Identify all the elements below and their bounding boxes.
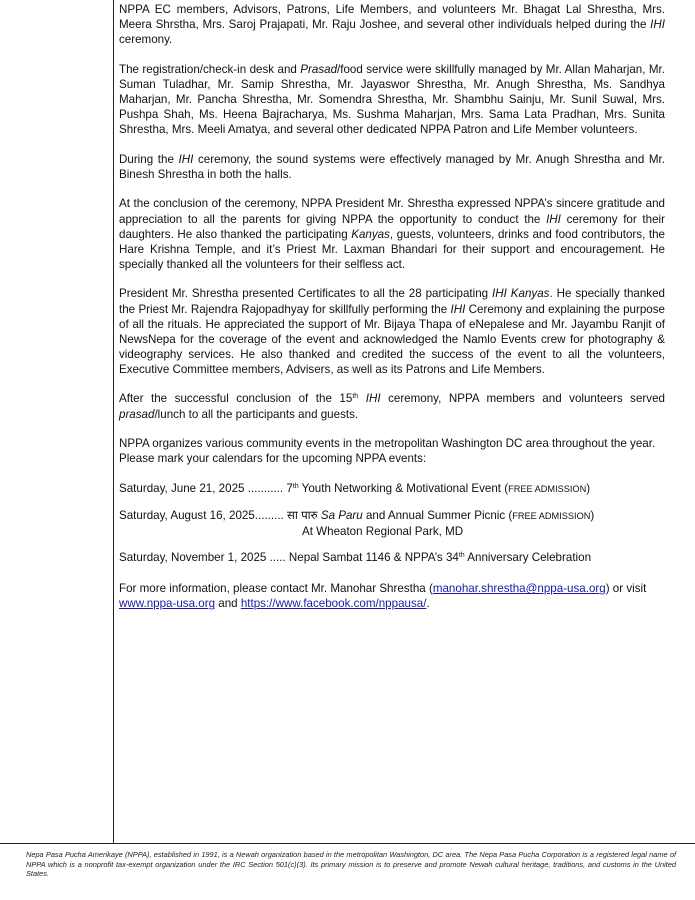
email-link[interactable]: manohar.shrestha@nppa-usa.org: [432, 582, 606, 596]
paragraph-registration-desk: The registration/check-in desk and Prasad/food service were skillfully managed by Mr. Allan Maharjan, Mr. Suman Tuladhar, Mr. Samip Shrestha, Mr. Jayaswor Shrestha, Mr. Anugh Shrestha, Ms. Sandhya Maharjan, Mr. Pancha Shrestha, Mr. Somendra Shrestha, Mr. Shambhu Sainju, Mr. Sunil Suwal, Mrs. Pushpa Shah, Ms. Heena Bajracharya, Ms. Sushma Maharjan, Mrs. Sama Lata Pradhan, Mrs. Sunita Shrestha, Mrs. Meeli Amatya, and several other dedicated NPPA Patron and Life Member volunteers.: [119, 62, 665, 137]
footer-note: Nepa Pasa Pucha Amerikaye (NPPA), established in 1991, is a Newah organization based in the metropolitan Washington, DC area. The Nepa Pasa Pucha Corporation is a registered legal name of NPPA which is a nonprofit tax-exempt organization under the IRC Section 501(c)(3). Its primary mission is to preserve and promote Newah cultural heritage, traditions, and customs in the United States.: [26, 850, 676, 879]
paragraph-volunteers-helpers: NPPA EC members, Advisors, Patrons, Life Members, and volunteers Mr. Bhagat Lal Shrestha, Mrs. Meera Shrstha, Mrs. Saroj Prajapati, Mr. Raju Joshee, and several other individuals helped during the IHI ceremony.: [119, 3, 665, 47]
left-margin-rule: [113, 0, 114, 843]
event-youth-networking: Saturday, June 21, 2025 ........... 7th Youth Networking & Motivational Event (FREE ADMISSION): [119, 481, 591, 495]
paragraph-sound-systems: During the IHI ceremony, the sound systems were effectively managed by Mr. Anugh Shrestha and Mr. Binesh Shrestha in both the halls.: [119, 152, 665, 181]
paragraph-conclusion-lunch: After the successful conclusion of the 15th IHI ceremony, NPPA members and volunteers served prasad/lunch to all the participants and guests.: [119, 392, 665, 421]
facebook-link[interactable]: https://www.facebook.com/nppausa/: [240, 597, 427, 611]
paragraph-upcoming-events-intro: NPPA organizes various community events in the metropolitan Washington DC area throughout the year. Please mark your calendars for the upcoming NPPA events:: [119, 437, 656, 466]
footer-divider: [0, 843, 695, 844]
event-location: At Wheaton Regional Park, MD: [302, 525, 464, 539]
document-body: [119, 2, 665, 626]
website-link[interactable]: www.nppa-usa.org: [119, 597, 216, 611]
paragraph-president-gratitude: At the conclusion of the ceremony, NPPA President Mr. Shrestha expressed NPPA’s sincere gratitude and appreciation to all the parents for giving NPPA the opportunity to conduct the IHI ceremony for their daughters. He also thanked the participating Kanyas, guests, volunteers, drinks and food contributors, the Hare Krishna Temple, and it’s Priest Mr. Laxman Bhandari for their support and encouragement. He specially thanked all the volunteers for their selfless act.: [119, 197, 666, 271]
paragraph-certificates: President Mr. Shrestha presented Certificates to all the 28 participating IHI Kanyas. He specially thanked the Priest Mr. Rajendra Rajopadhyay for skillfully performing the IHI Ceremony and explaining the purpose of all the rituals. He appreciated the support of Mr. Bijaya Thapa of eNepalese and Mr. Jayambu Ranjit of NewsNepa for the coverage of the event and acknowledged the Namlo Events crew for photography & videography services. He also thanked and credited the success of the event to all the volunteers, Executive Committee members, Advisers, as well as its Patrons and Life Members.: [119, 287, 665, 376]
event-anniversary-celebration: Saturday, November 1, 2025 ..... Nepal Sambat 1146 & NPPA’s 34th Anniversary Celebration: [119, 551, 592, 565]
event-summer-picnic: Saturday, August 16, 2025......... सा पारु Sa Paru and Annual Summer Picnic (FREE ADMISSION) At Wheaton Regional Park, MD: [119, 508, 665, 539]
paragraph-contact-info: For more information, please contact Mr. Manohar Shrestha (manohar.shrestha@nppa-usa.org) or visit www.nppa-usa.org and https://www.facebook.com/nppausa/.: [119, 582, 647, 611]
